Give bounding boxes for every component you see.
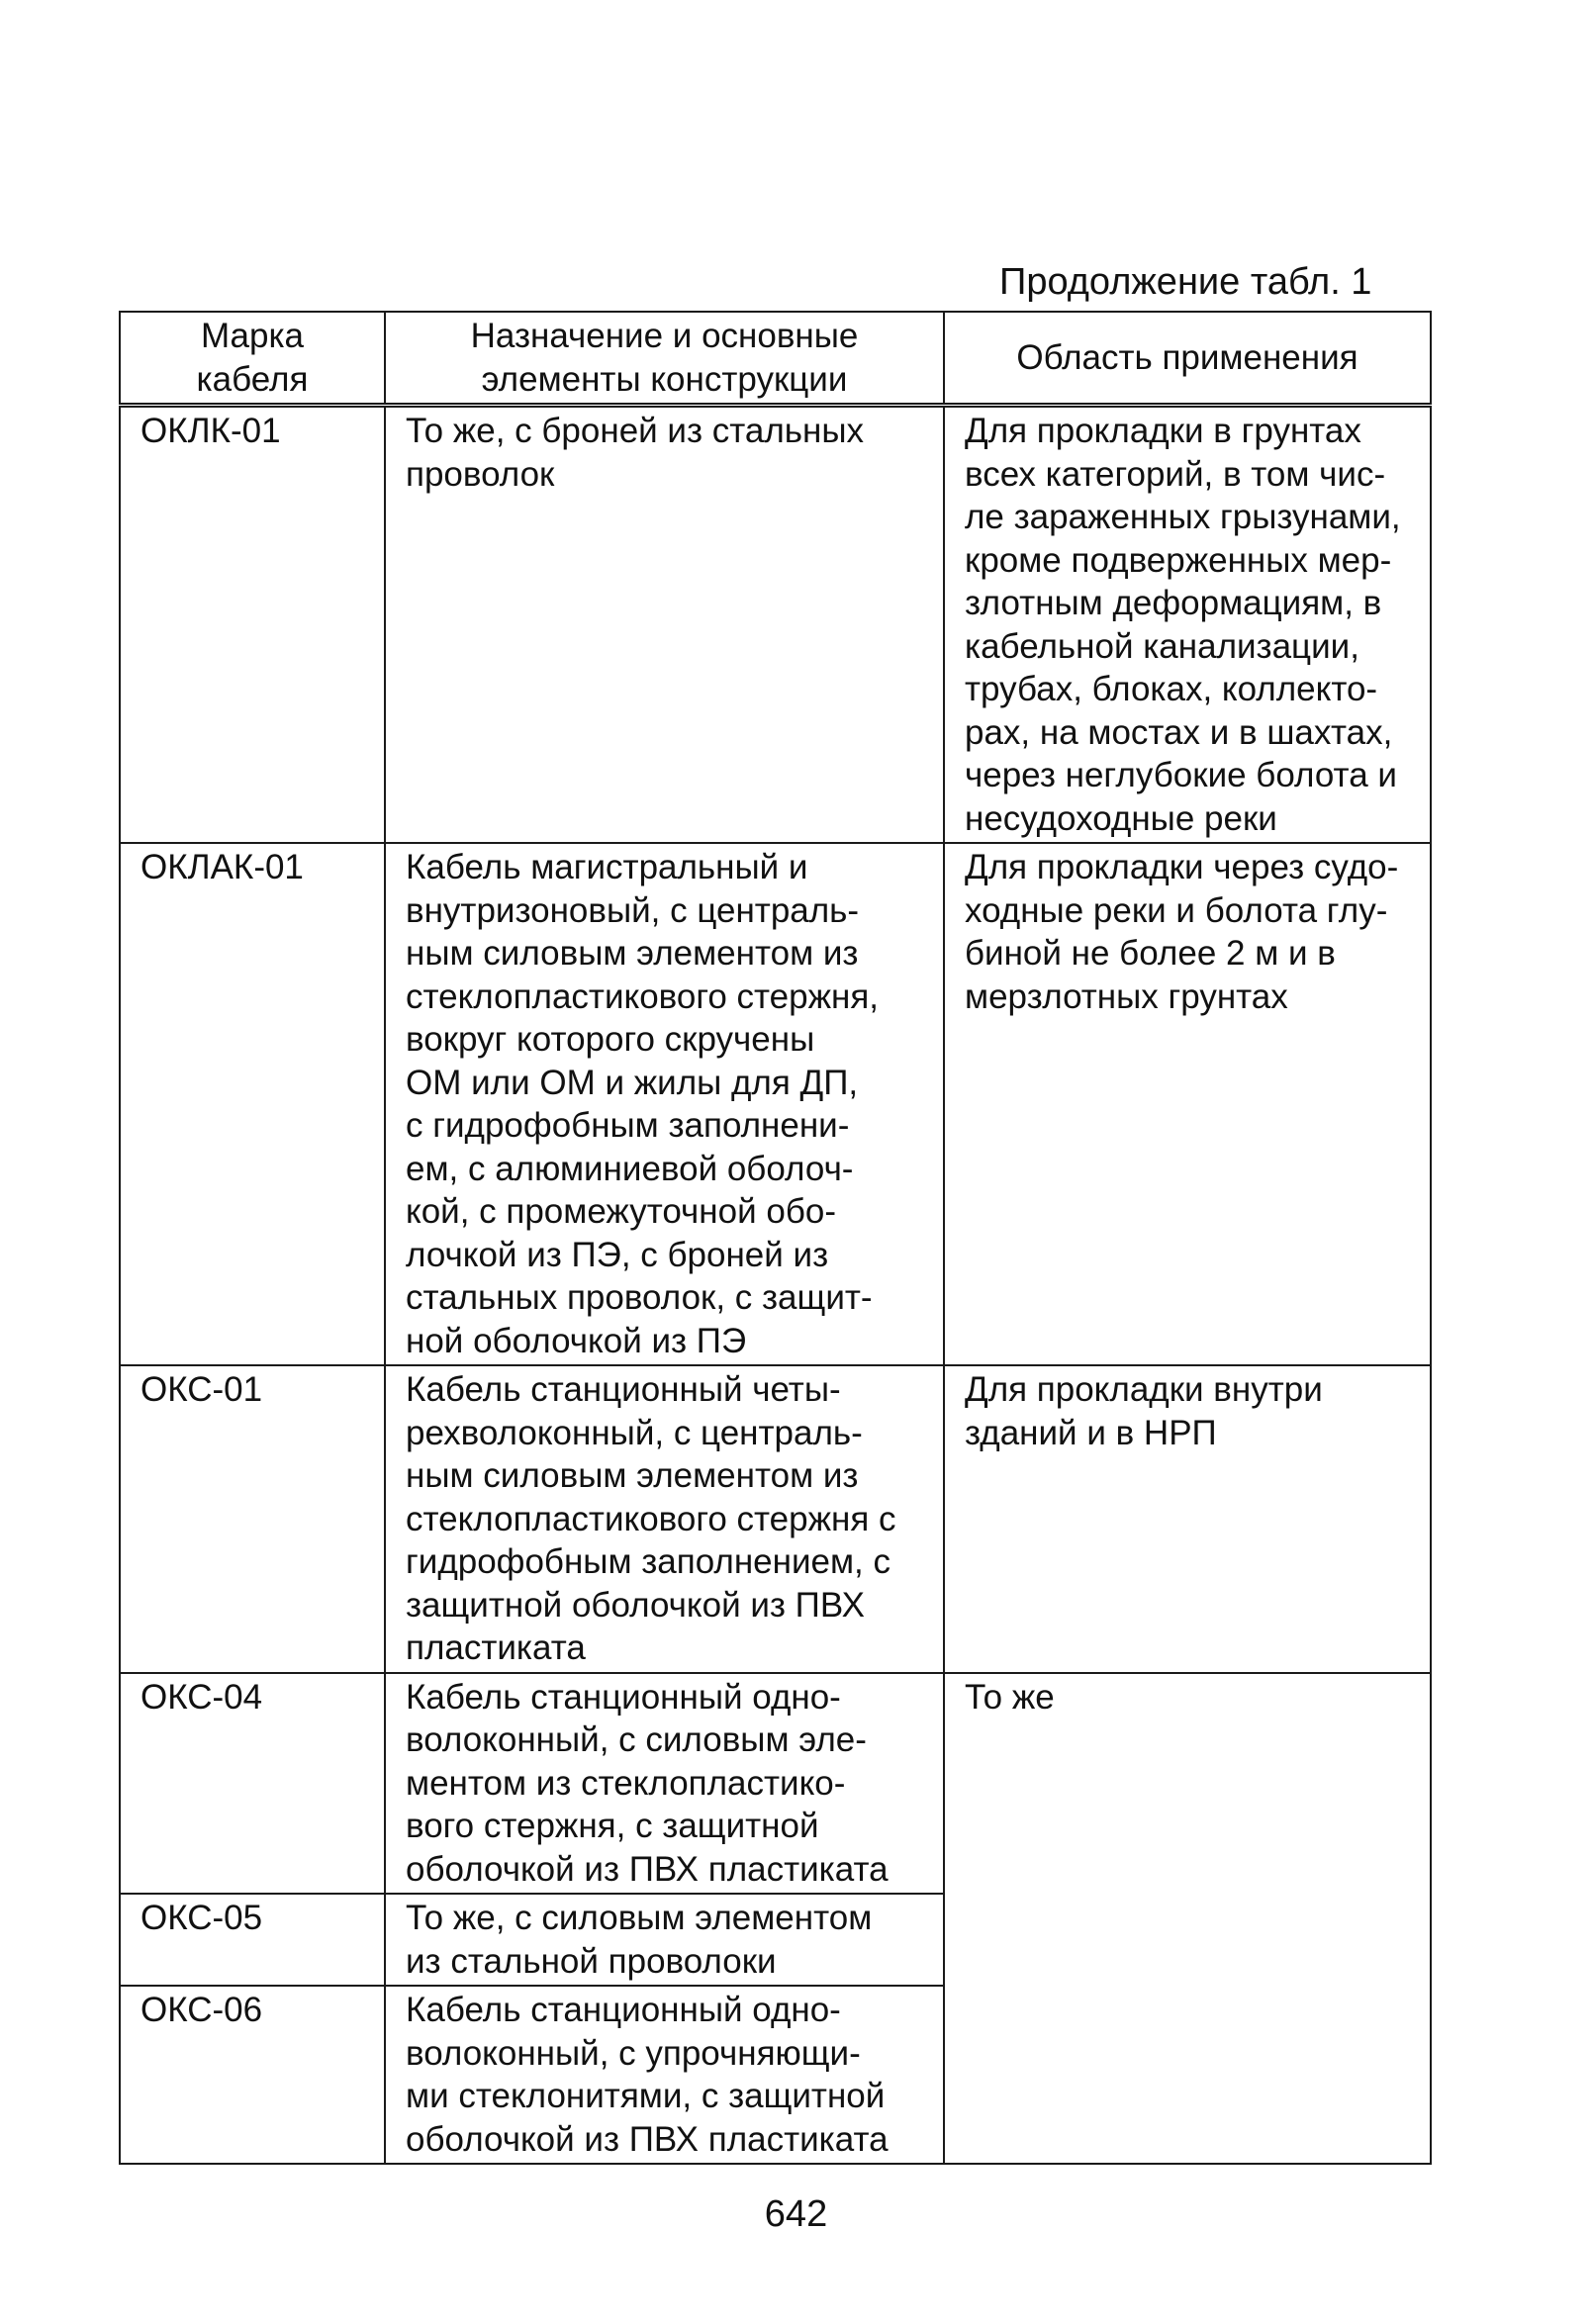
cell-line: стеклопластикового стержня с — [406, 1499, 896, 1538]
cell-line: мерзлотных грунтах — [965, 976, 1288, 1016]
cell-line: кроме подверженных мер- — [965, 540, 1392, 580]
cell-line: из стальной проволоки — [406, 1941, 777, 1981]
cell-line: ходные реки и болота глу- — [965, 890, 1388, 930]
cell-line: Кабель станционный одно- — [406, 1991, 841, 2029]
cell-line: с гидрофобным заполнени- — [406, 1106, 850, 1145]
header-line: элементы конструкции — [481, 359, 848, 399]
cell-line: ным силовым элементом из — [406, 1456, 859, 1495]
cell-line: Кабель станционный одно- — [406, 1677, 841, 1717]
header-line: Марка — [200, 317, 305, 355]
cell-line: ем, с алюминиевой оболоч- — [406, 1149, 854, 1188]
cell-line: через неглубокие болота и — [965, 756, 1397, 794]
cell-line: защитной оболочкой из ПВХ — [406, 1585, 865, 1625]
cell-line: ментом из стеклопластико- — [406, 1763, 846, 1803]
cell-line: биной не более 2 м и в — [965, 934, 1336, 973]
cell-description — [385, 1365, 944, 1673]
cell-description — [385, 843, 944, 1365]
cell-line: рехволоконный, с централь- — [406, 1413, 863, 1452]
header-line: кабеля — [196, 359, 309, 399]
cell-description — [385, 1986, 944, 2164]
table-row — [120, 843, 1431, 1365]
cell-description — [385, 1894, 944, 1986]
cell-line: То же, с силовым элементом — [406, 1899, 873, 1937]
cell-line: ОМ или ОМ и жилы для ДП, — [406, 1063, 859, 1102]
table-continuation-label: Продолжение табл. 1 — [999, 261, 1372, 303]
cell-description — [385, 1673, 944, 1895]
cell-line: зданий и в НРП — [965, 1413, 1217, 1452]
header-purpose — [385, 312, 944, 406]
table-header-row — [120, 312, 1431, 406]
cell-cable-mark: ОКС-04 — [120, 1673, 385, 1895]
cell-line: трубах, блоках, коллекто- — [965, 670, 1378, 708]
table-row — [120, 1673, 1431, 1895]
cell-line: лочкой из ПЭ, с броней из — [406, 1235, 829, 1274]
cell-cable-mark: ОКЛАК-01 — [120, 843, 385, 1365]
cell-application-area — [944, 406, 1431, 844]
cell-cable-mark: ОКС-06 — [120, 1986, 385, 2164]
cell-line: гидрофобным заполнением, с — [406, 1542, 890, 1581]
header-application-area: Область применения — [944, 312, 1431, 406]
cell-line: волоконный, с силовым эле- — [406, 1720, 867, 1759]
cell-application-area-merged: То же — [944, 1673, 1431, 2165]
cell-line: вого стержня, с защитной — [406, 1807, 819, 1845]
cell-line: вокруг которого скручены — [406, 1020, 815, 1059]
cell-line: стеклопластикового стержня, — [406, 976, 880, 1016]
cell-line: волоконный, с упрочняющи- — [406, 2033, 861, 2073]
cell-line: несудоходные реки — [965, 798, 1277, 838]
cell-cable-mark: ОКС-01 — [120, 1365, 385, 1673]
cell-line: Кабель станционный четы- — [406, 1370, 841, 1409]
cell-line: ной оболочкой из ПЭ — [406, 1321, 747, 1360]
table-row — [120, 406, 1431, 844]
cell-line: злотным деформациям, в — [965, 584, 1382, 622]
table-row — [120, 1365, 1431, 1673]
cell-line: Для прокладки в грунтах — [965, 412, 1361, 450]
cell-application-area — [944, 1365, 1431, 1673]
cell-line: ле зараженных грызунами, — [965, 498, 1401, 536]
header-line: Назначение и основные — [470, 317, 859, 355]
cell-line: кабельной канализации, — [965, 626, 1359, 666]
cell-line: Для прокладки через судо- — [965, 848, 1399, 886]
cell-line: Кабель магистральный и — [406, 848, 808, 886]
cell-line: ми стеклонитями, с защитной — [406, 2077, 886, 2115]
cell-line: ным силовым элементом из — [406, 934, 859, 973]
cell-line: То же, с броней из стальных — [406, 412, 864, 450]
cell-line: стальных проволок, с защит- — [406, 1278, 873, 1317]
cell-line: внутризоновый, с централь- — [406, 890, 860, 930]
cell-line: проволок — [406, 454, 555, 494]
page-number: 642 — [764, 2193, 828, 2235]
cell-line: оболочкой из ПВХ пластиката — [406, 2119, 889, 2159]
cell-line: пластиката — [406, 1628, 586, 1667]
cell-description — [385, 406, 944, 844]
cell-line: всех категорий, в том чис- — [965, 454, 1386, 494]
cell-cable-mark: ОКЛК-01 — [120, 406, 385, 844]
cell-line: рах, на мостах и в шахтах, — [965, 712, 1393, 752]
cell-application-area — [944, 843, 1431, 1365]
cell-line: Для прокладки внутри — [965, 1370, 1323, 1409]
cell-line: кой, с промежуточной обо- — [406, 1192, 836, 1231]
cell-cable-mark: ОКС-05 — [120, 1894, 385, 1986]
cell-line: оболочкой из ПВХ пластиката — [406, 1849, 889, 1889]
header-cable-mark — [120, 312, 385, 406]
cable-table — [119, 311, 1432, 2165]
